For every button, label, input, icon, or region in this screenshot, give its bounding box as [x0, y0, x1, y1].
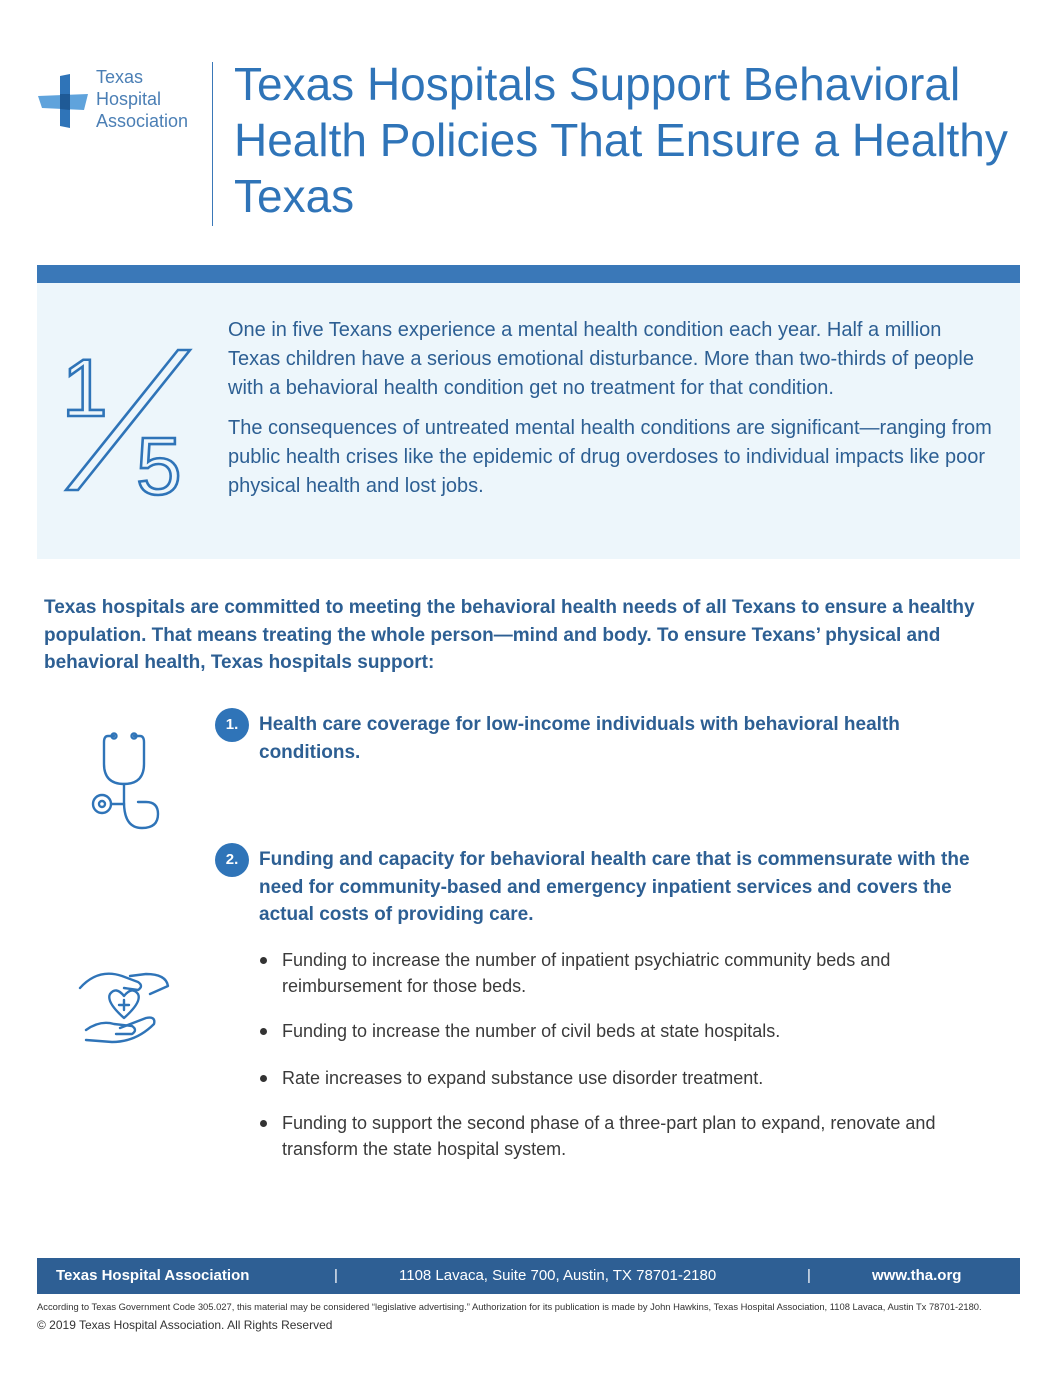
fraction-numerator: 1	[62, 343, 108, 434]
footer-separator: |	[807, 1267, 811, 1284]
fraction-denominator: 5	[136, 421, 182, 500]
bullet-dot	[260, 1075, 267, 1082]
bullet-item	[260, 1065, 960, 1091]
footer-separator: |	[334, 1267, 338, 1284]
stat-paragraph: The consequences of untreated mental health conditions are significant—ranging from public health crises like the epidemic of drug overdoses to individual impacts like poor physical health and lost jobs.	[228, 417, 992, 497]
footer-website-link[interactable]: www.tha.org	[872, 1267, 962, 1284]
logo-line: Hospital	[96, 89, 162, 109]
item-number-badge: 2.	[215, 843, 249, 877]
bullet-item	[260, 1110, 960, 1162]
footer-bar	[37, 1258, 1020, 1294]
copyright-notice: © 2019 Texas Hospital Association. All Rights Reserved	[37, 1318, 333, 1332]
header-divider	[212, 62, 213, 226]
bullet-dot	[260, 1120, 267, 1127]
logo-wordmark	[96, 66, 188, 132]
stat-description	[228, 316, 998, 512]
legal-disclaimer: According to Texas Government Code 305.027, this material may be considered “legislative advertising.” Authorization for its publication is made by John Hawkins, Texas Hospital Association, 1108 Lavaca, Austin Tx 78701-2180.	[37, 1301, 982, 1312]
bullet-item	[260, 947, 960, 999]
bullet-text: Funding to increase the number of inpatient psychiatric community beds and reimbursement for those beds.	[282, 950, 891, 996]
bullet-dot	[260, 1028, 267, 1035]
intro-statement: Texas hospitals are committed to meeting the behavioral health needs of all Texans to ensure a healthy population. That means treating the whole person—mind and body. To ensure Texans’ physical and behavioral health, Texas hospitals support:	[44, 597, 975, 673]
stat-paragraph: One in five Texans experience a mental health condition each year. Half a million Texas children have a serious emotional disturbance. More than two-thirds of people with a behavioral health condition get no treatment for that condition.	[228, 319, 974, 399]
policy-item-coverage: Health care coverage for low-income individuals with behavioral health conditions.	[259, 714, 900, 763]
bullet-dot	[260, 957, 267, 964]
bullet-item	[260, 1018, 960, 1044]
bullet-text: Rate increases to expand substance use disorder treatment.	[282, 1068, 764, 1088]
tha-logo	[36, 66, 206, 146]
item-number-badge: 1.	[215, 708, 249, 742]
logo-line: Association	[96, 111, 189, 131]
stethoscope-icon	[88, 730, 164, 834]
stat-band-top-bar	[37, 265, 1020, 283]
tha-logo-mark	[36, 74, 92, 128]
footer-address: 1108 Lavaca, Suite 700, Austin, TX 78701-2180	[399, 1267, 717, 1284]
bullet-text: Funding to increase the number of civil beds at state hospitals.	[282, 1021, 781, 1041]
hands-heart-icon	[76, 966, 172, 1046]
footer-org-name: Texas Hospital Association	[56, 1267, 250, 1284]
policy-item-funding: Funding and capacity for behavioral health care that is commensurate with the need for community-based and emergency inpatient services and covers the actual costs of providing care.	[259, 849, 970, 925]
one-fifth-graphic	[60, 340, 210, 500]
bullet-text: Funding to support the second phase of a three-part plan to expand, renovate and transform the state hospital system.	[282, 1113, 936, 1159]
page-title: Texas Hospitals Support Behavioral Health Policies That Ensure a Healthy Texas	[234, 58, 1008, 222]
logo-line: Texas	[96, 67, 144, 87]
